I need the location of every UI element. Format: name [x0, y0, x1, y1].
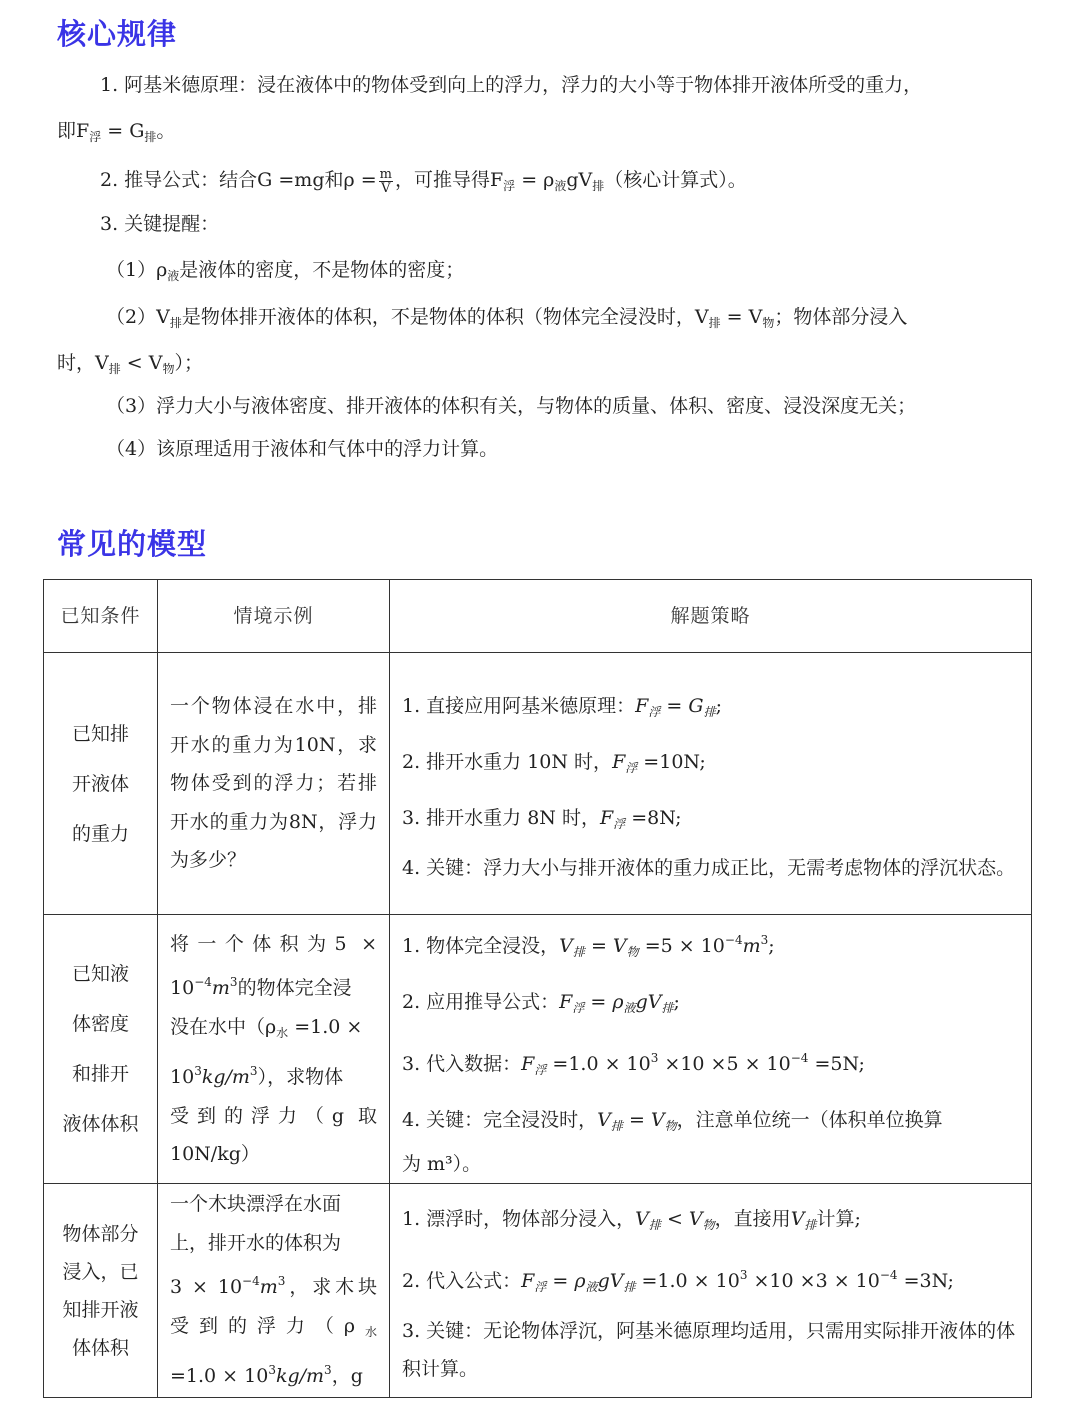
row1-strategy: 1. 直接应用阿基米德原理：$F_浮 = G_排$; 2. 排开水重力 10N 时，$F_浮 =10N$; 3. 排开水重力 8N 时，$F_浮 =8N$; 4. 关键：浮力大小与排开液体的重力成正比，无需考虑物体的浮沉状态。: [390, 653, 1032, 915]
section-title-core: 核心规律: [57, 17, 178, 51]
row1-example: 一个物体浸在水中，排开水的重力为10N，求物体受到的浮力；若排开水的重力为8N，浮力为多少？: [158, 653, 390, 915]
row2-strategy: 1. 物体完全浸没，$V_排 = V_物 =5 \times 10^{-4}m^3$; 2. 应用推导公式：$F_浮 = \rho_液gV_排$; 3. 代入数据：$F_浮 =1.0 \times 10^3 \times 10 \times 5 \times 10^{-4} =5N$; 4. 关键：完全浸没时，$V_排 = V_物$，注意单位统一（体积单位换算 为 m³）。: [390, 915, 1032, 1184]
row2-example: 将一个体积为5 × $10^{-4}m^3$的物体完全浸 没在水中（$\rho_水 =1.0$ × $10^3kg/m^3$），求物体 受到的浮力（g 取 10N/kg）: [158, 915, 390, 1184]
models-table: [43, 579, 1032, 1398]
row2-condition: 已知液 体密度 和排开 液体体积: [44, 915, 158, 1184]
row1-condition: 已知排 开液体 的重力: [44, 653, 158, 915]
core-paragraph-3: 3. 关键提醒：: [100, 213, 220, 235]
row3-condition: 物体部分 浸入，已 知排开液 体体积: [44, 1184, 158, 1398]
header-strategy: 解题策略: [390, 580, 1032, 653]
core-paragraph-1-cont: 即$F_浮 = G_排$。: [57, 120, 176, 144]
row3-example: 一个木块漂浮在水面 上，排开水的体积为 $3 \times 10^{-4}m^3$，求木块 受到的浮力（$\rho_水$ $=1.0 \times 10^3kg/m^3$，g: [158, 1184, 390, 1398]
core-paragraph-2: 2. 推导公式：结合G =mg和ρ = $\frac{m}{V}$ ，可推导得$F_浮 = \rho_液gV_排$（核心计算式）。: [100, 166, 747, 196]
table-header-row: [44, 580, 1032, 653]
table-row: [44, 1184, 1032, 1398]
table-row: [44, 653, 1032, 915]
reminder-3: （3）浮力大小与液体密度、排开液体的体积有关，与物体的质量、体积、密度、浸没深度无关；: [106, 395, 917, 417]
table-row: [44, 915, 1032, 1184]
header-example: 情境示例: [158, 580, 390, 653]
core-paragraph-1: 1. 阿基米德原理：浸在液体中的物体受到向上的浮力，浮力的大小等于物体排开液体所受的重力，: [100, 74, 923, 96]
fraction-m-over-v: $\frac{m}{V}$: [379, 166, 392, 196]
reminder-4: （4）该原理适用于液体和气体中的浮力计算。: [106, 438, 499, 460]
reminder-2: $(2)V_排$是物体排开液体的体积，不是物体的体积（物体完全浸没时，$V_排 = V_物$；物体部分浸入: [106, 306, 908, 330]
reminder-1: $(1)\rho_液$是液体的密度，不是物体的密度；: [106, 259, 465, 283]
section-title-models: 常见的模型: [57, 527, 208, 561]
row3-strategy: 1. 漂浮时，物体部分浸入，$V_排 < V_物$，直接用$V_排$计算; 2. 代入公式：$F_浮 = \rho_液gV_排 =1.0 \times 10^3 \times 10 \times 3 \times 10^{-4} =3N$; 3. 关键：无论物体浮沉，阿基米德原理均适用，只需用实际排开液体的体积计算。: [390, 1184, 1032, 1398]
reminder-2-cont: 时，$V_排 < V_物$）；: [57, 352, 204, 376]
header-condition: 已知条件: [44, 580, 158, 653]
